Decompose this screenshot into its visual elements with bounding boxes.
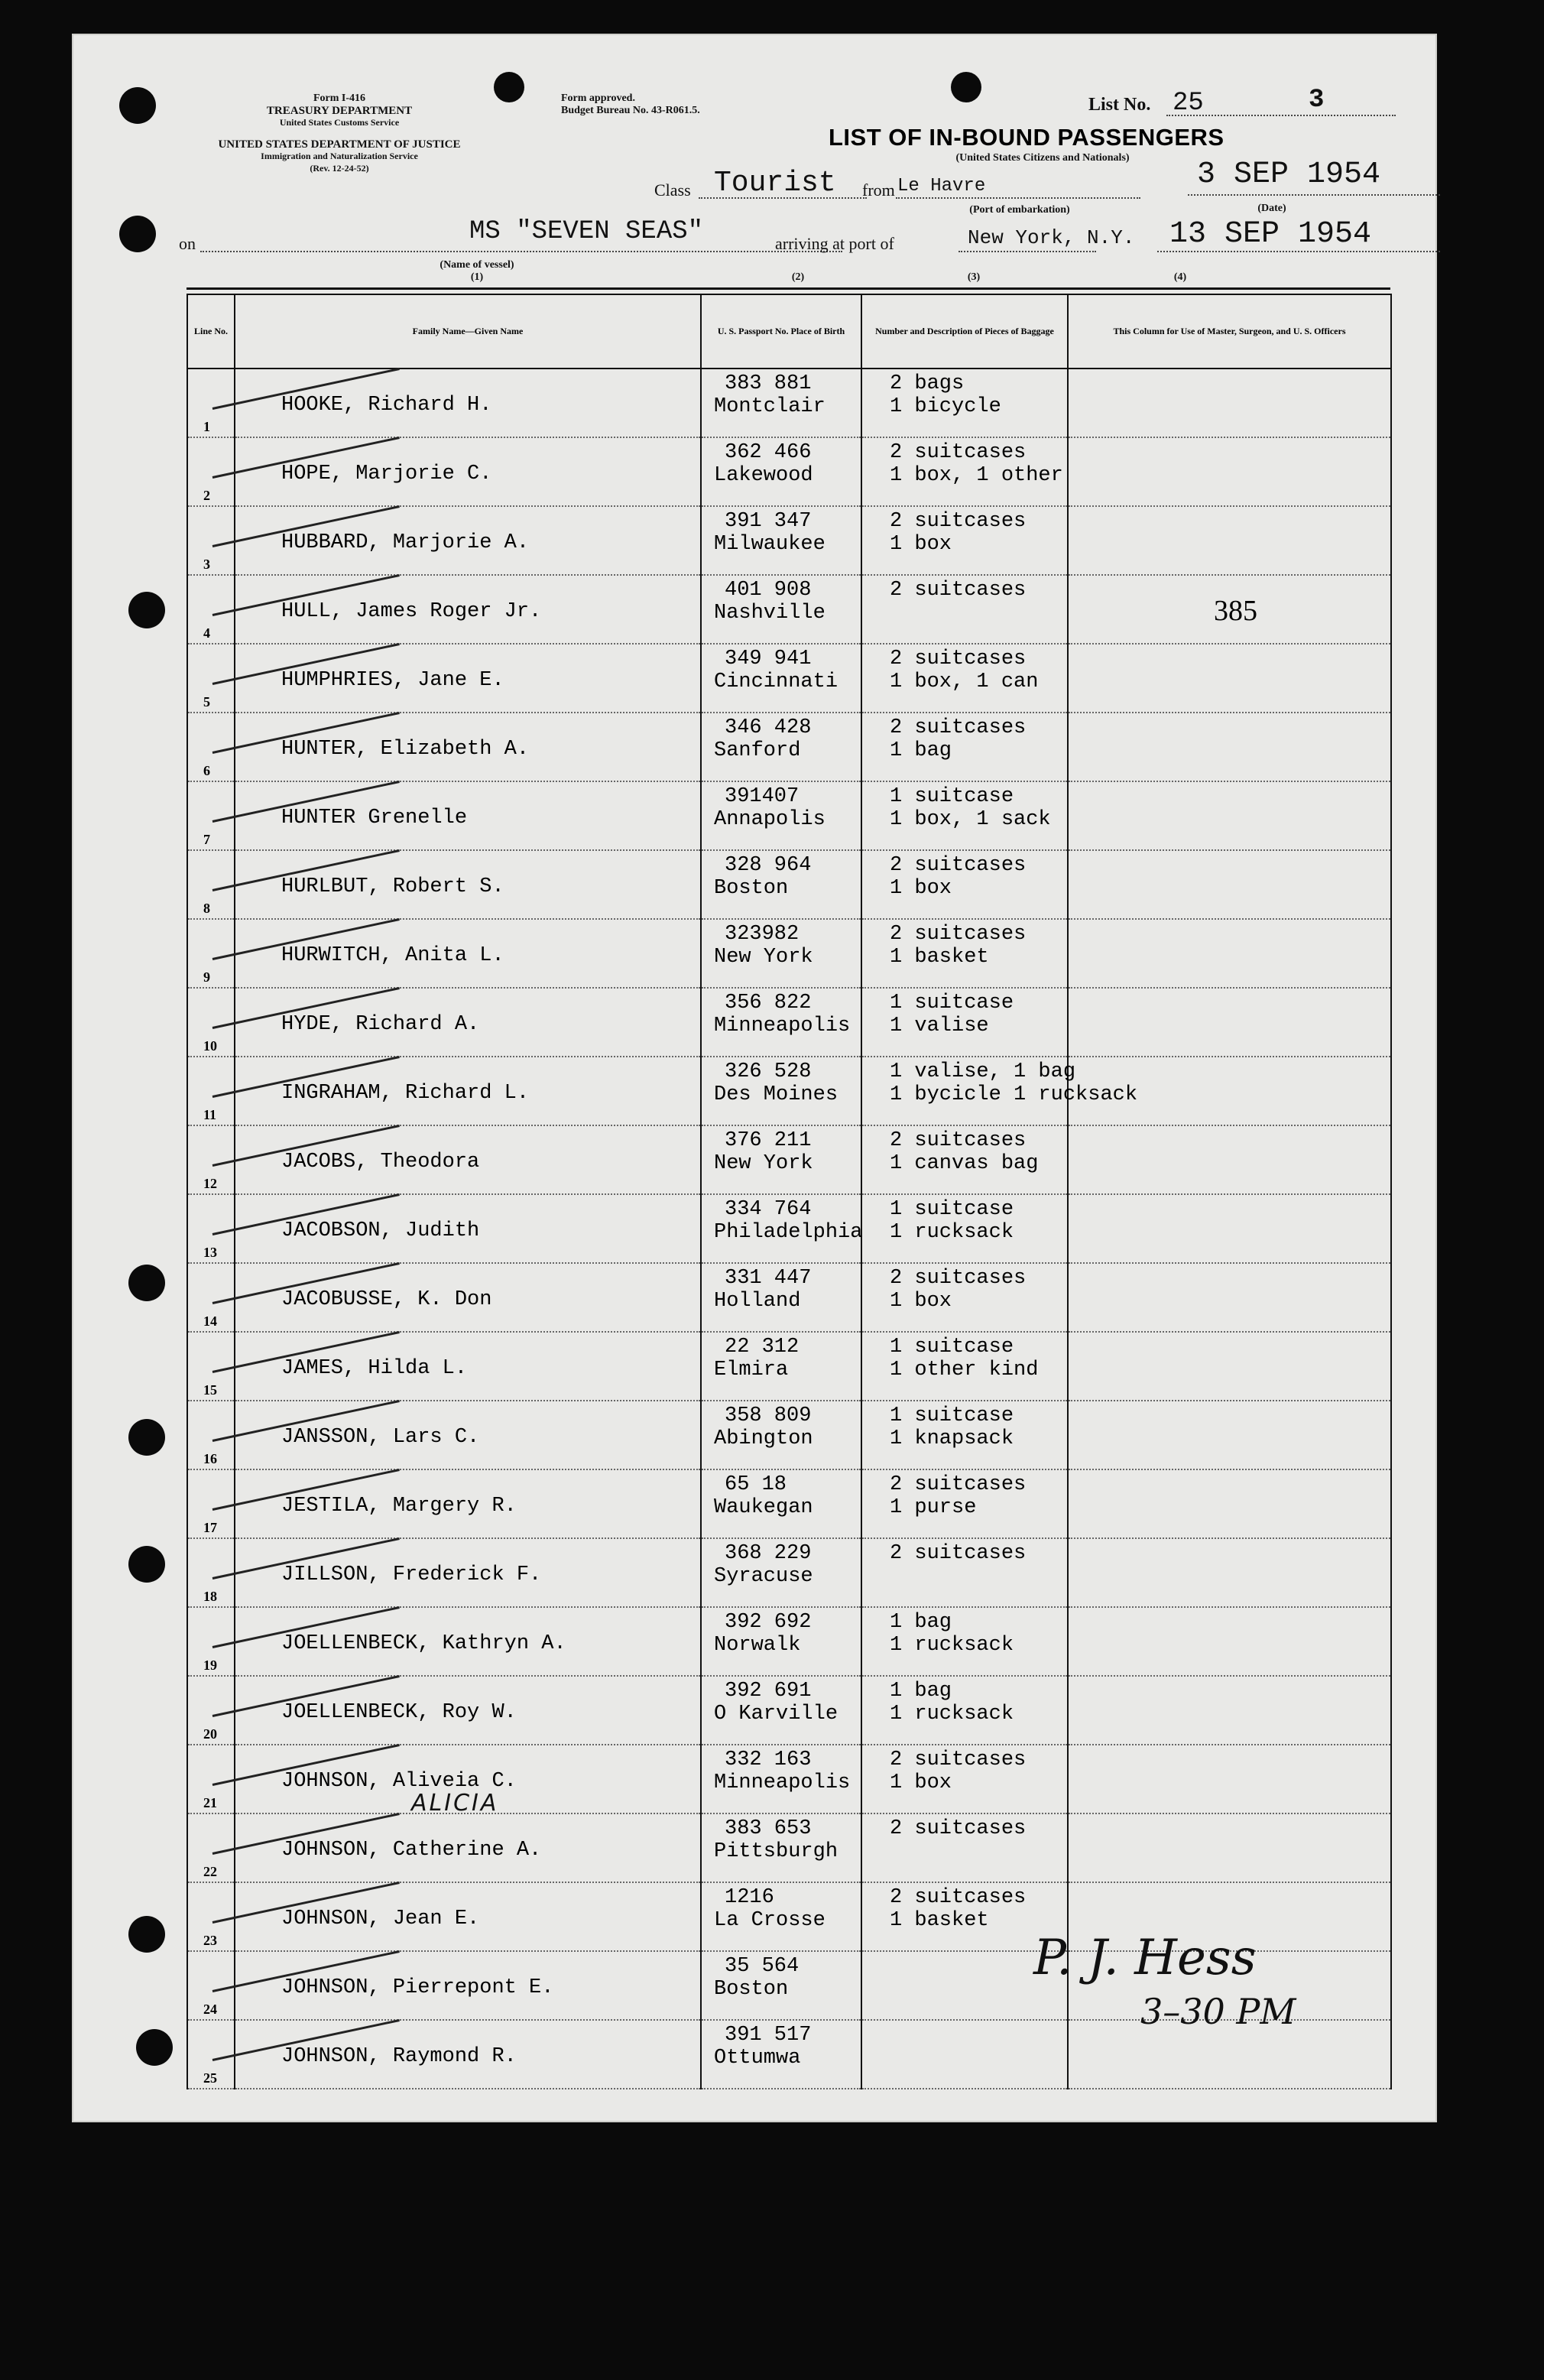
baggage-line-1: 2 suitcases (890, 510, 1027, 533)
punch-hole (494, 72, 524, 102)
passenger-name: JANSSON, Lars C. (281, 1426, 480, 1449)
baggage-line-1: 1 suitcase (890, 1198, 1014, 1221)
passport-number: 22 312 (725, 1336, 800, 1359)
vessel-name: MS "SEVEN SEAS" (469, 217, 704, 246)
baggage-line-2: 1 other kind (890, 1359, 1039, 1382)
form-number: Form I-416 (313, 93, 366, 104)
punch-hole (128, 1419, 165, 1456)
from-label: from (862, 180, 895, 200)
class-label: Class (654, 180, 691, 200)
table-row (187, 1057, 1391, 1125)
baggage-line-1: 2 bags (890, 372, 965, 395)
baggage-line-2: 1 box, 1 other (890, 464, 1063, 487)
passenger-name: JOELLENBECK, Kathryn A. (281, 1632, 566, 1655)
table-row (187, 1813, 1391, 1882)
line-number: 9 (203, 969, 210, 985)
line-number: 15 (203, 1382, 217, 1398)
table-row (187, 1401, 1391, 1469)
from-value: Le Havre (897, 176, 986, 196)
birth-place: Des Moines (714, 1083, 838, 1106)
baggage-line-2: 1 rucksack (890, 1703, 1014, 1726)
list-subtitle: (United States Citizens and Nationals) (955, 152, 1130, 164)
line-number: 11 (203, 1107, 217, 1122)
birth-place: Milwaukee (714, 533, 826, 556)
baggage-line-1: 2 suitcases (890, 1542, 1027, 1565)
table-row (187, 1263, 1391, 1332)
passenger-name: HULL, James Roger Jr. (281, 600, 542, 623)
arrival-port: New York, N.Y. (968, 226, 1135, 249)
punch-hole (128, 1546, 165, 1583)
birth-place: New York (714, 1152, 813, 1175)
baggage-line-2: 1 basket (890, 946, 989, 969)
line-number: 17 (203, 1520, 217, 1535)
baggage-line-2: 1 basket (890, 1909, 989, 1932)
baggage-line-1: 2 suitcases (890, 716, 1027, 739)
line-number: 12 (203, 1176, 217, 1191)
baggage-line-2: 1 box (890, 1771, 952, 1794)
header-name: Family Name—Given Name (235, 294, 701, 369)
punch-hole (119, 216, 156, 252)
arrival-date: 13 SEP 1954 (1169, 217, 1372, 252)
passenger-name: JACOBSON, Judith (281, 1219, 480, 1242)
col-4-caption: (4) (1173, 271, 1187, 283)
baggage-line-1: 1 suitcase (890, 1404, 1014, 1427)
header-officers: This Column for Use of Master, Surgeon, and U. S. Officers (1068, 294, 1391, 369)
line-number: 18 (203, 1589, 217, 1604)
birth-place: Montclair (714, 395, 826, 418)
passport-number: 358 809 (725, 1404, 812, 1427)
passenger-name: INGRAHAM, Richard L. (281, 1082, 530, 1105)
table-row (187, 1676, 1391, 1745)
line-number: 16 (203, 1451, 217, 1466)
passenger-name: HOOKE, Richard H. (281, 394, 492, 417)
passport-number: 334 764 (725, 1198, 812, 1221)
baggage-line-2: 1 box (890, 1290, 952, 1313)
passport-number: 326 528 (725, 1060, 812, 1083)
birth-place: Annapolis (714, 808, 826, 831)
passport-number: 383 881 (725, 372, 812, 395)
passenger-name: JOHNSON, Pierrepont E. (281, 1976, 554, 1999)
baggage-line-2: 1 box, 1 can (890, 670, 1039, 693)
passport-number: 346 428 (725, 716, 812, 739)
birth-place: Pittsburgh (714, 1840, 838, 1863)
list-no-value: 25 (1173, 89, 1204, 118)
baggage-line-2: 1 box (890, 533, 952, 556)
passport-number: 356 822 (725, 992, 812, 1015)
birth-place: La Crosse (714, 1909, 826, 1932)
table-row (187, 437, 1391, 506)
table-row (187, 1125, 1391, 1194)
line-number: 23 (203, 1933, 217, 1948)
birth-place: New York (714, 946, 813, 969)
baggage-line-1: 2 suitcases (890, 1886, 1027, 1909)
birth-place: Sanford (714, 739, 801, 762)
line-number: 25 (203, 2070, 217, 2086)
embark-caption: (Port of embarkation) (969, 204, 1070, 216)
birth-place: Boston (714, 1978, 789, 2001)
header-line: Line No. (187, 294, 235, 369)
passport-number: 392 691 (725, 1680, 812, 1703)
passport-number: 383 653 (725, 1817, 812, 1840)
list-sub-value: 3 (1309, 86, 1325, 115)
line-number: 1 (203, 419, 210, 434)
birth-place: Nashville (714, 602, 826, 625)
on-label: on (179, 234, 196, 253)
passenger-name: HURLBUT, Robert S. (281, 875, 504, 898)
baggage-line-2: 1 rucksack (890, 1634, 1014, 1657)
birth-place: Norwalk (714, 1634, 801, 1657)
line-number: 2 (203, 488, 210, 503)
passport-number: 1216 (725, 1886, 774, 1909)
justice-dept: UNITED STATES DEPARTMENT OF JUSTICE (218, 138, 461, 151)
table-row (187, 988, 1391, 1057)
list-date: 3 SEP 1954 (1197, 157, 1381, 192)
baggage-line-1: 2 suitcases (890, 441, 1027, 464)
passport-number: 391407 (725, 785, 800, 808)
line-number: 19 (203, 1658, 217, 1673)
baggage-line-1: 2 suitcases (890, 1473, 1027, 1496)
punch-hole (136, 2029, 173, 2066)
passenger-name: HUMPHRIES, Jane E. (281, 669, 504, 692)
table-row (187, 781, 1391, 850)
header-passport: U. S. Passport No. Place of Birth (701, 294, 861, 369)
table-row (187, 575, 1391, 644)
table-row (187, 713, 1391, 781)
passport-number: 391 347 (725, 510, 812, 533)
birth-place: Minneapolis (714, 1771, 851, 1794)
table-row (187, 919, 1391, 988)
table-row (187, 369, 1391, 437)
table-row (187, 1332, 1391, 1401)
signature-time: 3–30 PM (1140, 1991, 1296, 2032)
list-no-label: List No. (1088, 95, 1151, 115)
date-caption: (Date) (1257, 203, 1286, 214)
table-row (187, 1745, 1391, 1813)
birth-place: Minneapolis (714, 1015, 851, 1037)
table-row (187, 644, 1391, 713)
baggage-line-2: 1 canvas bag (890, 1152, 1039, 1175)
passenger-name: HOPE, Marjorie C. (281, 463, 492, 485)
table-row (187, 1194, 1391, 1263)
passenger-name: JOHNSON, Jean E. (281, 1908, 480, 1930)
treasury-dept: TREASURY DEPARTMENT (266, 105, 413, 117)
punch-hole (128, 1265, 165, 1301)
line-number: 4 (203, 625, 210, 641)
passenger-table (187, 294, 1392, 2089)
birth-place: Ottumwa (714, 2047, 801, 2070)
baggage-line-1: 2 suitcases (890, 1267, 1027, 1290)
budget-bureau: Budget Bureau No. 43-R061.5. (561, 105, 700, 116)
manifest-page (72, 34, 1437, 2122)
passport-number: 368 229 (725, 1542, 812, 1565)
passenger-name: HYDE, Richard A. (281, 1013, 480, 1036)
passport-number: 332 163 (725, 1748, 812, 1771)
baggage-line-2: 1 box, 1 sack (890, 808, 1051, 831)
passenger-name: JESTILA, Margery R. (281, 1495, 517, 1518)
passenger-name: HUNTER Grenelle (281, 807, 468, 830)
baggage-line-2: 1 bag (890, 739, 952, 762)
passenger-name: JOHNSON, Raymond R. (281, 2045, 517, 2068)
line-number: 13 (203, 1245, 217, 1260)
baggage-line-1: 1 bag (890, 1680, 952, 1703)
passenger-name: JOELLENBECK, Roy W. (281, 1701, 517, 1724)
col-2-caption: (2) (791, 271, 805, 283)
passport-number: 349 941 (725, 648, 812, 670)
table-row (187, 1538, 1391, 1607)
passport-number: 65 18 (725, 1473, 787, 1496)
table-header (187, 294, 1391, 369)
baggage-line-1: 1 suitcase (890, 785, 1014, 808)
punch-hole (951, 72, 981, 102)
officer-signature: P. J. Hess (1033, 1930, 1257, 1986)
baggage-line-1: 2 suitcases (890, 1817, 1027, 1840)
passport-number: 391 517 (725, 2024, 812, 2047)
birth-place: Cincinnati (714, 670, 838, 693)
line-number: 8 (203, 901, 210, 916)
birth-place: Boston (714, 877, 789, 900)
passport-number: 331 447 (725, 1267, 812, 1290)
baggage-line-1: 1 suitcase (890, 1336, 1014, 1359)
baggage-line-2: 1 box (890, 877, 952, 900)
baggage-line-2: 1 valise (890, 1015, 989, 1037)
line-number: 21 (203, 1795, 217, 1810)
passenger-name: HUNTER, Elizabeth A. (281, 738, 530, 761)
passport-number: 376 211 (725, 1129, 812, 1152)
handwritten-correction: ALICIA (411, 1790, 499, 1817)
header-baggage: Number and Description of Pieces of Baggage (861, 294, 1068, 369)
ins-service: Immigration and Naturalization Service (261, 151, 418, 161)
punch-hole (128, 1916, 165, 1953)
line-number: 10 (203, 1038, 217, 1054)
baggage-line-1: 1 valise, 1 bag (890, 1060, 1076, 1083)
line-number: 24 (203, 2002, 217, 2017)
vessel-caption: (Name of vessel) (440, 259, 514, 271)
punch-hole (128, 592, 165, 628)
table-row (187, 1607, 1391, 1676)
birth-place: Philadelphia (714, 1221, 863, 1244)
passport-number: 35 564 (725, 1955, 800, 1978)
line-number: 22 (203, 1864, 217, 1879)
birth-place: Syracuse (714, 1565, 813, 1588)
col-1-caption: (1) (470, 271, 484, 283)
table-row (187, 506, 1391, 575)
passenger-name: JAMES, Hilda L. (281, 1357, 468, 1380)
baggage-line-2: 1 knapsack (890, 1427, 1014, 1450)
baggage-line-1: 2 suitcases (890, 1748, 1027, 1771)
table-row (187, 850, 1391, 919)
baggage-line-1: 2 suitcases (890, 923, 1027, 946)
birth-place: O Karville (714, 1703, 838, 1726)
passenger-name: JOHNSON, Aliveia C. (281, 1770, 517, 1793)
passport-number: 392 692 (725, 1611, 812, 1634)
line-number: 20 (203, 1726, 217, 1742)
table-row (187, 1469, 1391, 1538)
birth-place: Lakewood (714, 464, 813, 487)
passenger-name: JACOBS, Theodora (281, 1151, 480, 1174)
punch-hole (119, 87, 156, 124)
baggage-line-1: 2 suitcases (890, 854, 1027, 877)
passenger-name: HURWITCH, Anita L. (281, 944, 504, 967)
passport-number: 328 964 (725, 854, 812, 877)
passport-number: 362 466 (725, 441, 812, 464)
baggage-line-1: 2 suitcases (890, 648, 1027, 670)
baggage-line-1: 1 bag (890, 1611, 952, 1634)
passenger-name: JOHNSON, Catherine A. (281, 1839, 542, 1862)
col-3-caption: (3) (967, 271, 981, 283)
line-number: 6 (203, 763, 210, 778)
birth-place: Elmira (714, 1359, 789, 1382)
line-number: 14 (203, 1313, 217, 1329)
arriving-label: arriving at port of (775, 234, 894, 253)
line-number: 3 (203, 557, 210, 572)
passport-number: 323982 (725, 923, 800, 946)
baggage-line-1: 1 suitcase (890, 992, 1014, 1015)
birth-place: Waukegan (714, 1496, 813, 1519)
passenger-name: JILLSON, Frederick F. (281, 1563, 542, 1586)
baggage-line-2: 1 rucksack (890, 1221, 1014, 1244)
class-value: Tourist (714, 167, 836, 200)
baggage-line-1: 2 suitcases (890, 579, 1027, 602)
passenger-name: JACOBUSSE, K. Don (281, 1288, 492, 1311)
birth-place: Abington (714, 1427, 813, 1450)
list-title: LIST OF IN-BOUND PASSENGERS (829, 124, 1224, 151)
revision: (Rev. 12-24-52) (310, 163, 369, 174)
baggage-line-2: 1 purse (890, 1496, 977, 1519)
officer-mark: 385 (1214, 595, 1257, 627)
line-number: 5 (203, 694, 210, 709)
baggage-line-1: 2 suitcases (890, 1129, 1027, 1152)
customs-service: United States Customs Service (279, 117, 400, 128)
line-number: 7 (203, 832, 210, 847)
baggage-line-2: 1 bycicle 1 rucksack (890, 1083, 1138, 1106)
baggage-line-2: 1 bicycle (890, 395, 1001, 418)
birth-place: Holland (714, 1290, 801, 1313)
form-approved: Form approved. (561, 93, 635, 104)
passenger-name: HUBBARD, Marjorie A. (281, 531, 530, 554)
passport-number: 401 908 (725, 579, 812, 602)
